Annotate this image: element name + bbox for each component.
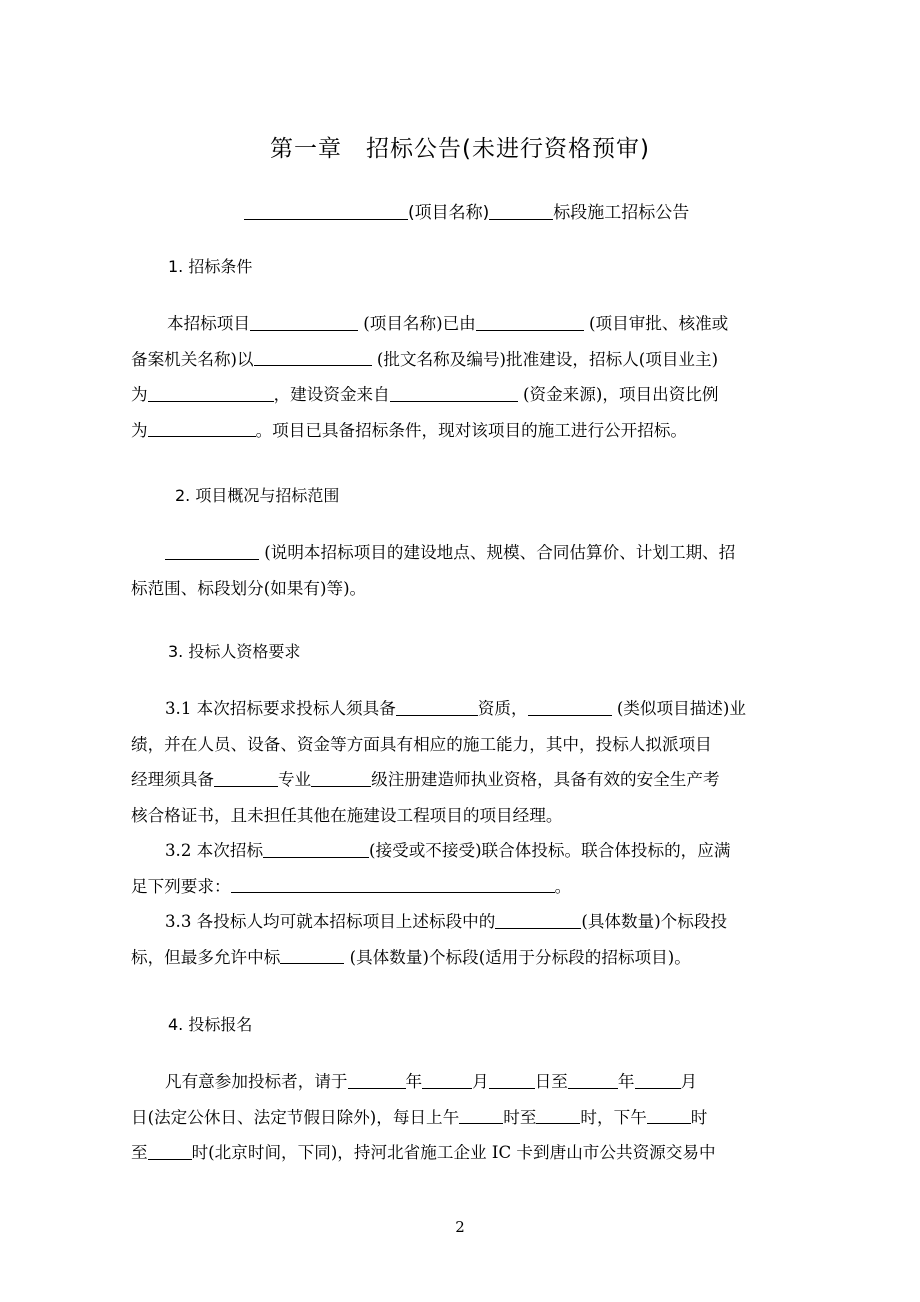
blank-field xyxy=(311,769,371,787)
blank-field xyxy=(422,1071,472,1089)
section-3-paragraph: 3.1 本次招标要求投标人须具备 资质， (类似项目描述)业 绩，并在人员、设备、资金等方面具有相应的施工能力，其中，投标人拟派项目 经理须具备 专业 级注册建造师执业资格，具备有效的安全生产考 核合格证书，且未担任其他在施建设工程项目的项目经理。 3.2 本次招标 (接受或不接受)联合体投标。联合体投标的，应满 足下列要求： 。 3.3 各投标人均可就本招标项目上述标段中的 (具体数量)个标段投 标，但最多允许中标 (具体数量)个标段(适用于分标段的招标项目)。 xyxy=(131,699,746,967)
blank-field xyxy=(214,769,278,787)
section-1-heading: 1. 招标条件 xyxy=(168,257,253,276)
blank-field xyxy=(244,201,408,220)
blank-field xyxy=(536,1106,580,1124)
blank-field xyxy=(148,1142,192,1160)
blank-field xyxy=(647,1106,691,1124)
blank-field xyxy=(231,875,555,893)
blank-field xyxy=(250,313,358,331)
blank-field xyxy=(254,348,372,366)
section-4-paragraph: 凡有意参加投标者，请于 年 月 日至 年 月 日(法定公休日、法定节假日除外)，每日上午 时至 时，下午 时 至 时(北京时间，下同)，持河北省施工企业 IC 卡到唐山市公共资源交易中 xyxy=(131,1072,716,1162)
announcement-title: (项目名称) 标段施工招标公告 xyxy=(244,198,689,223)
blank-field xyxy=(148,419,256,437)
blank-field xyxy=(148,384,274,402)
section-1-paragraph: 本招标项目 (项目名称)已由 (项目审批、核准或 备案机关名称)以 (批文名称及编号)批准建设，招标人(项目业主) 为 ，建设资金来自 (资金来源)，项目出资比例 为 。项目已具备招标条件，现对该项目的施工进行公开招标。 xyxy=(131,314,729,440)
blank-field xyxy=(489,201,553,220)
blank-field xyxy=(396,698,478,716)
blank-field xyxy=(280,946,344,964)
blank-field xyxy=(165,542,259,560)
blank-field xyxy=(495,911,581,929)
blank-field xyxy=(528,698,612,716)
blank-field xyxy=(459,1106,503,1124)
blank-field xyxy=(635,1071,681,1089)
section-2-paragraph: (说明本招标项目的建设地点、规模、合同估算价、计划工期、招 标范围、标段划分(如果有)等)。 xyxy=(131,543,736,598)
page-number: 2 xyxy=(455,1218,465,1236)
blank-field xyxy=(390,384,518,402)
section-2-heading: 2. 项目概况与招标范围 xyxy=(175,486,340,505)
blank-field xyxy=(489,1071,535,1089)
blank-field xyxy=(348,1071,406,1089)
section-3-heading: 3. 投标人资格要求 xyxy=(168,642,301,661)
section-4-heading: 4. 投标报名 xyxy=(168,1015,253,1034)
chapter-title: 第一章 招标公告(未进行资格预审) xyxy=(270,136,650,162)
blank-field xyxy=(476,313,584,331)
blank-field xyxy=(568,1071,618,1089)
blank-field xyxy=(263,840,369,858)
